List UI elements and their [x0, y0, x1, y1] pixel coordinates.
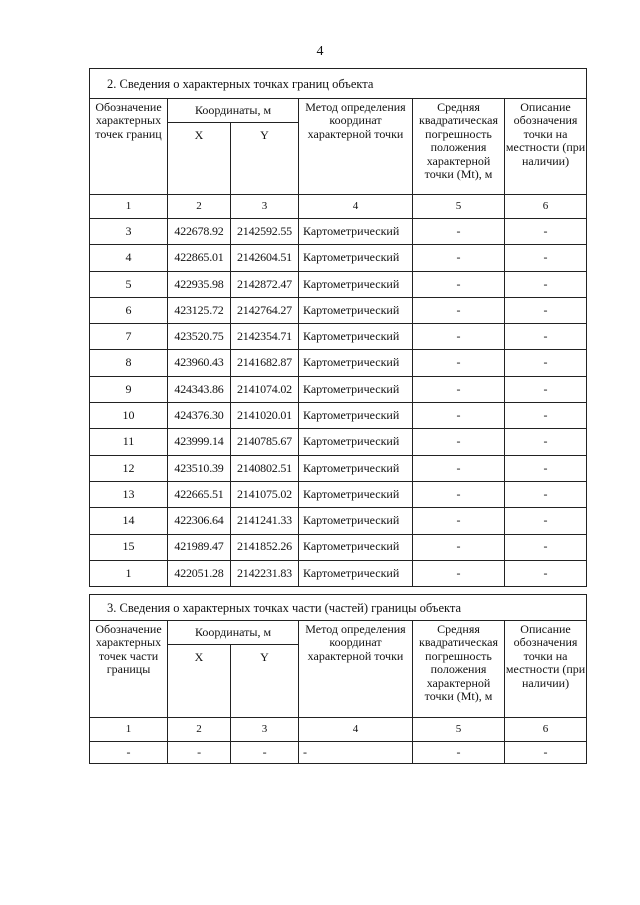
cell-method: Картометрический	[299, 508, 413, 534]
column-number: 3	[231, 718, 299, 742]
cell-x-coordinate: 422935.98	[168, 271, 231, 297]
table-row	[90, 324, 587, 350]
table-row	[90, 429, 587, 455]
header-coordinates: Координаты, м	[168, 621, 299, 645]
cell-description: -	[505, 297, 587, 323]
table-row	[90, 560, 587, 586]
cell-y-coordinate: 2142354.71	[231, 324, 299, 350]
cell-x-coordinate: -	[168, 742, 231, 764]
cell-y-coordinate: 2142231.83	[231, 560, 299, 586]
header-y: Y	[231, 645, 299, 718]
cell-method: Картометрический	[299, 324, 413, 350]
cell-method: Картометрический	[299, 429, 413, 455]
cell-x-coordinate: 423510.39	[168, 455, 231, 481]
cell-point-number: 6	[90, 297, 168, 323]
table-row	[90, 481, 587, 507]
cell-description: -	[505, 271, 587, 297]
cell-point-number: 11	[90, 429, 168, 455]
column-number: 2	[168, 195, 231, 219]
cell-method: Картометрический	[299, 403, 413, 429]
cell-y-coordinate: 2140802.51	[231, 455, 299, 481]
cell-method: Картометрический	[299, 350, 413, 376]
cell-description: -	[505, 376, 587, 402]
cell-y-coordinate: 2142592.55	[231, 219, 299, 245]
cell-point-number: 9	[90, 376, 168, 402]
cell-description: -	[505, 219, 587, 245]
cell-x-coordinate: 422865.01	[168, 245, 231, 271]
table-row	[90, 508, 587, 534]
cell-x-coordinate: 424343.86	[168, 376, 231, 402]
cell-y-coordinate: 2141074.02	[231, 376, 299, 402]
header-y: Y	[231, 123, 299, 195]
cell-description: -	[505, 560, 587, 586]
cell-accuracy: -	[413, 560, 505, 586]
cell-description: -	[505, 455, 587, 481]
cell-accuracy: -	[413, 219, 505, 245]
cell-accuracy: -	[413, 324, 505, 350]
cell-description: -	[505, 508, 587, 534]
cell-point-number: 3	[90, 219, 168, 245]
cell-point-number: 4	[90, 245, 168, 271]
header-method: Метод определения координат характерной точки	[299, 99, 413, 195]
section-title: 3. Сведения о характерных точках части (частей) границы объекта	[90, 595, 587, 621]
cell-method: Картометрический	[299, 376, 413, 402]
column-number: 1	[90, 195, 168, 219]
cell-y-coordinate: 2142872.47	[231, 271, 299, 297]
table-row	[90, 271, 587, 297]
cell-point-number: 8	[90, 350, 168, 376]
cell-description: -	[505, 742, 587, 764]
cell-point-number: 14	[90, 508, 168, 534]
cell-method: Картометрический	[299, 481, 413, 507]
table-row	[90, 403, 587, 429]
boundary-points-table	[89, 68, 587, 587]
column-number: 6	[505, 195, 587, 219]
cell-y-coordinate: 2141241.33	[231, 508, 299, 534]
header-accuracy: Средняя квадратическая погрешность положения характерной точки (Mt), м	[413, 621, 505, 718]
column-number: 1	[90, 718, 168, 742]
column-number: 3	[231, 195, 299, 219]
cell-y-coordinate: 2141075.02	[231, 481, 299, 507]
cell-y-coordinate: 2142764.27	[231, 297, 299, 323]
section-title: 2. Сведения о характерных точках границ объекта	[90, 69, 587, 99]
cell-x-coordinate: 423520.75	[168, 324, 231, 350]
cell-accuracy: -	[413, 350, 505, 376]
cell-point-number: 15	[90, 534, 168, 560]
cell-point-number: -	[90, 742, 168, 764]
cell-description: -	[505, 324, 587, 350]
cell-point-number: 5	[90, 271, 168, 297]
column-number: 5	[413, 195, 505, 219]
column-number: 4	[299, 195, 413, 219]
header-method: Метод определения координат характерной точки	[299, 621, 413, 718]
cell-x-coordinate: 424376.30	[168, 403, 231, 429]
table-row	[90, 245, 587, 271]
cell-point-number: 10	[90, 403, 168, 429]
cell-accuracy: -	[413, 245, 505, 271]
header-description: Описание обозначения точки на местности (при наличии)	[505, 621, 587, 718]
cell-y-coordinate: 2141682.87	[231, 350, 299, 376]
cell-point-number: 1	[90, 560, 168, 586]
header-description: Описание обозначения точки на местности (при наличии)	[505, 99, 587, 195]
table-row	[90, 534, 587, 560]
cell-accuracy: -	[413, 429, 505, 455]
cell-x-coordinate: 422306.64	[168, 508, 231, 534]
cell-x-coordinate: 422678.92	[168, 219, 231, 245]
table-row	[90, 219, 587, 245]
cell-method: Картометрический	[299, 271, 413, 297]
cell-description: -	[505, 245, 587, 271]
cell-description: -	[505, 403, 587, 429]
cell-x-coordinate: 423125.72	[168, 297, 231, 323]
cell-accuracy: -	[413, 481, 505, 507]
cell-method: Картометрический	[299, 560, 413, 586]
header-designation: Обозначение характерных точек части границы	[90, 621, 168, 718]
header-x: X	[168, 123, 231, 195]
column-number: 5	[413, 718, 505, 742]
page-number: 4	[316, 44, 324, 59]
table-row	[90, 350, 587, 376]
cell-accuracy: -	[413, 403, 505, 429]
cell-accuracy: -	[413, 376, 505, 402]
cell-description: -	[505, 481, 587, 507]
cell-method: Картометрический	[299, 534, 413, 560]
cell-point-number: 12	[90, 455, 168, 481]
cell-accuracy: -	[413, 534, 505, 560]
header-x: X	[168, 645, 231, 718]
cell-x-coordinate: 421989.47	[168, 534, 231, 560]
column-number: 4	[299, 718, 413, 742]
cell-y-coordinate: 2141852.26	[231, 534, 299, 560]
cell-point-number: 7	[90, 324, 168, 350]
cell-y-coordinate: -	[231, 742, 299, 764]
header-coordinates: Координаты, м	[168, 99, 299, 123]
table-row	[90, 455, 587, 481]
cell-y-coordinate: 2141020.01	[231, 403, 299, 429]
cell-x-coordinate: 423999.14	[168, 429, 231, 455]
cell-point-number: 13	[90, 481, 168, 507]
table-row	[90, 742, 587, 764]
cell-accuracy: -	[413, 455, 505, 481]
cell-method: Картометрический	[299, 245, 413, 271]
header-accuracy: Средняя квадратическая погрешность положения характерной точки (Mt), м	[413, 99, 505, 195]
header-designation: Обозначение характерных точек границ	[90, 99, 168, 195]
table-row	[90, 297, 587, 323]
cell-description: -	[505, 534, 587, 560]
boundary-part-points-table	[89, 594, 587, 764]
cell-accuracy: -	[413, 271, 505, 297]
cell-method: Картометрический	[299, 219, 413, 245]
cell-y-coordinate: 2142604.51	[231, 245, 299, 271]
cell-x-coordinate: 422051.28	[168, 560, 231, 586]
cell-x-coordinate: 423960.43	[168, 350, 231, 376]
column-number: 6	[505, 718, 587, 742]
cell-method: Картометрический	[299, 297, 413, 323]
cell-method: Картометрический	[299, 455, 413, 481]
column-number: 2	[168, 718, 231, 742]
cell-x-coordinate: 422665.51	[168, 481, 231, 507]
cell-y-coordinate: 2140785.67	[231, 429, 299, 455]
cell-accuracy: -	[413, 297, 505, 323]
cell-accuracy: -	[413, 742, 505, 764]
cell-description: -	[505, 350, 587, 376]
cell-accuracy: -	[413, 508, 505, 534]
table-row	[90, 376, 587, 402]
cell-method: -	[299, 742, 413, 764]
cell-description: -	[505, 429, 587, 455]
